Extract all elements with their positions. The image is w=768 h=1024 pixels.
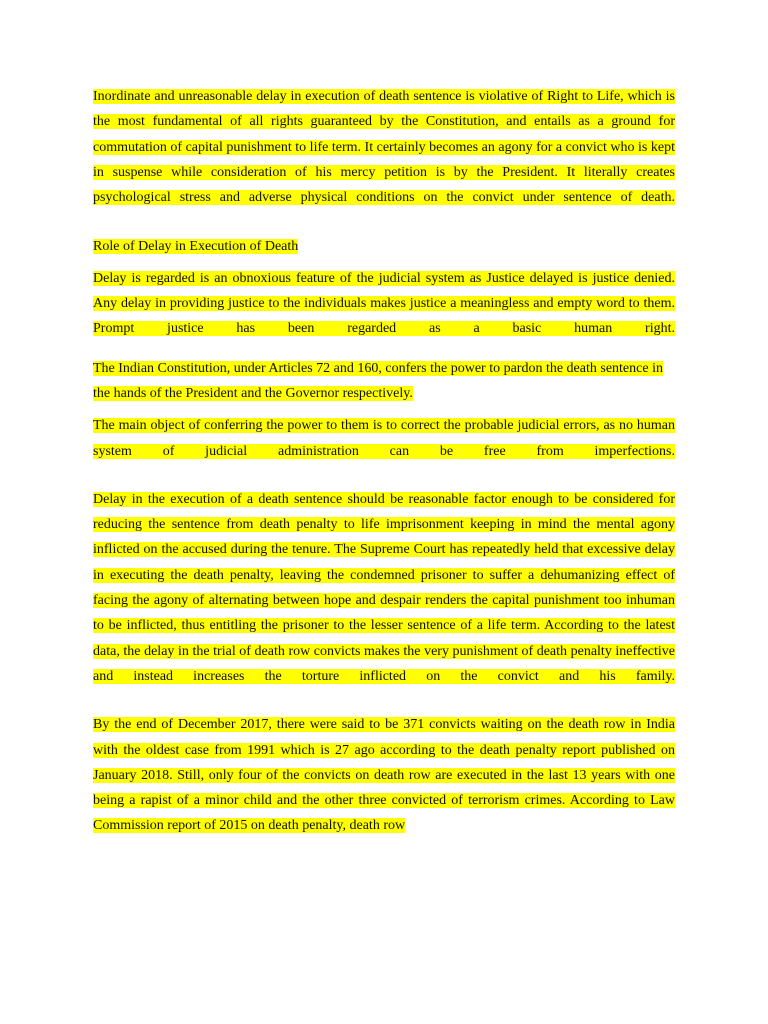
paragraph-object-of-power bbox=[93, 413, 675, 464]
paragraph-death-row-statistics bbox=[93, 712, 675, 838]
highlighted-text: Inordinate and unreasonable delay in execution of death sentence is violative of Right to Life, which is the most fundamental of all rights guaranteed by the Constitution, and entails as a ground for commutation of capital punishment to life term. It certainly becomes an agony for a convict who is kept in suspense while consideration of his mercy petition is by the President. It literally creates psychological stress and adverse physical conditions on the convict under sentence of death. bbox=[93, 89, 675, 206]
section-heading bbox=[93, 234, 675, 259]
document-body bbox=[93, 84, 675, 839]
highlighted-heading-text: Role of Delay in Execution of Death bbox=[93, 239, 299, 255]
paragraph-delay-obnoxious bbox=[93, 266, 675, 342]
paragraph-execution-delay bbox=[93, 487, 675, 689]
highlighted-text: The main object of conferring the power to them is to correct the probable judicial errors, as no human system of judicial administration can be free from imperfections. bbox=[93, 418, 675, 459]
paragraph-constitution-pardon bbox=[93, 356, 675, 407]
highlighted-text: The Indian Constitution, under Articles 72 and 160, confers the power to pardon the death sentence in the hands of the President and the Governor respectively. bbox=[93, 360, 663, 401]
paragraph-delay-violative bbox=[93, 84, 675, 210]
highlighted-text: Delay is regarded is an obnoxious feature of the judicial system as Justice delayed is justice denied. Any delay in providing justice to the individuals makes justice a meaningless and empty word to them. Prompt justice has been regarded as a basic human right. bbox=[93, 270, 675, 337]
highlighted-text: Delay in the execution of a death sentence should be reasonable factor enough to be considered for reducing the sentence from death penalty to life imprisonment keeping in mind the mental agony inflicted on the accused during the tenure. The Supreme Court has repeatedly held that excessive delay in executing the death penalty, leaving the condemned prisoner to suffer a dehumanizing effect of facing the agony of alternating between hope and despair renders the capital punishment too inhuman to be inflicted, thus entitling the prisoner to the lesser sentence of a life term. According to the latest data, the delay in the trial of death row convicts makes the very punishment of death penalty ineffective and instead increases the torture inflicted on the convict and his family. bbox=[93, 491, 675, 684]
highlighted-text: By the end of December 2017, there were said to be 371 convicts waiting on the death row in India with the oldest case from 1991 which is 27 ago according to the death penalty report published on January 2018. Still, only four of the convicts on death row are executed in the last 13 years with one being a rapist of a minor child and the other three convicted of terrorism crimes. According to Law Commission report of 2015 on death penalty, death row bbox=[93, 717, 675, 834]
